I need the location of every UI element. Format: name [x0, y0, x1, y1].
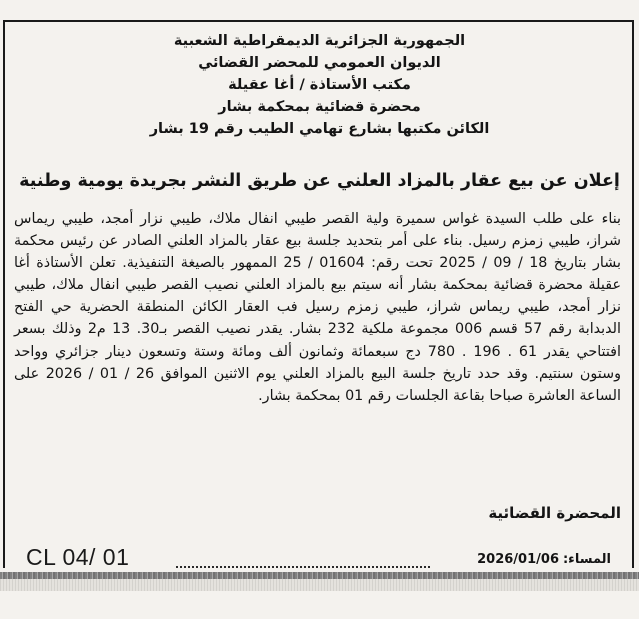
publication-date — [432, 552, 611, 567]
header-court: محضرة قضائية بمحكمة بشار — [218, 99, 421, 115]
publication-date-value: 2026/01/06 — [477, 552, 559, 567]
header-address: الكائن مكتبها بشارع تهامي الطيب رقم 19 بشار — [149, 121, 490, 137]
header-bailiff-name: مكتب الأستاذة / أغا عقيلة — [228, 77, 411, 93]
dotted-leader — [176, 566, 430, 568]
notice-signature: المحضرة القضائية — [488, 504, 621, 522]
notice-title: إعلان عن بيع عقار بالمزاد العلني عن طريق النشر بجريدة يومية وطنية — [19, 171, 620, 191]
reference-code: CL 04/ 01 — [26, 544, 130, 570]
header-country: الجمهورية الجزائرية الديمقراطية الشعبية — [173, 33, 466, 49]
notice-body: بناء على طلب السيدة غواس سميرة ولية القصر طيبي انفال ملاك، طيبي نزار أمجد، طيبي ريماس شراز، طيبي زمزم رسيل. بناء على أمر بتحديد جلسة بيع عقار بالمزاد العلني الصادر عن رئيس محكمة بشار بتاريخ 18 / 09 / 2025 تحت رقم: 01604 / 25 الممهور بالصيغة التنفيذية. تعلن الأستاذة أغا عقيلة محضرة قضائية بمحكمة بشار أنه سيتم بيع بالمزاد العلني نصيب القصر طيبي انفال ملاك، طيبي نزار أمجد، طيبي ريماس شراز، طيبي زمزم رسيل فب العقار الكائن المنطقة الحضرية حي الفتح الدبدابة رقم 57 قسم 006 مجموعة ملكية 232 بشار. يقدر نصيب القصر بـ30. 13 م2 وذلك بسعر افتتاحي يقدر 61 . 196 . 780 دج سبعمائة وثمانون ألف ومائة وستة وتسعون دينار جزائري وواحد وستون سنتيم. وقد حدد تاريخ جلسة البيع بالمزاد العلني يوم الاثنين الموافق 26 / 01 / 2026 على الساعة العاشرة صباحا بقاعة الجلسات رقم 01 بمحكمة بشار. — [14, 211, 622, 404]
bottom-shade — [0, 579, 639, 591]
bottom-rule — [0, 572, 639, 579]
header-office: الديوان العمومي للمحضر القضائي — [198, 55, 441, 71]
notice-header — [0, 30, 639, 140]
publication-date-label: المساء: — [562, 552, 611, 567]
